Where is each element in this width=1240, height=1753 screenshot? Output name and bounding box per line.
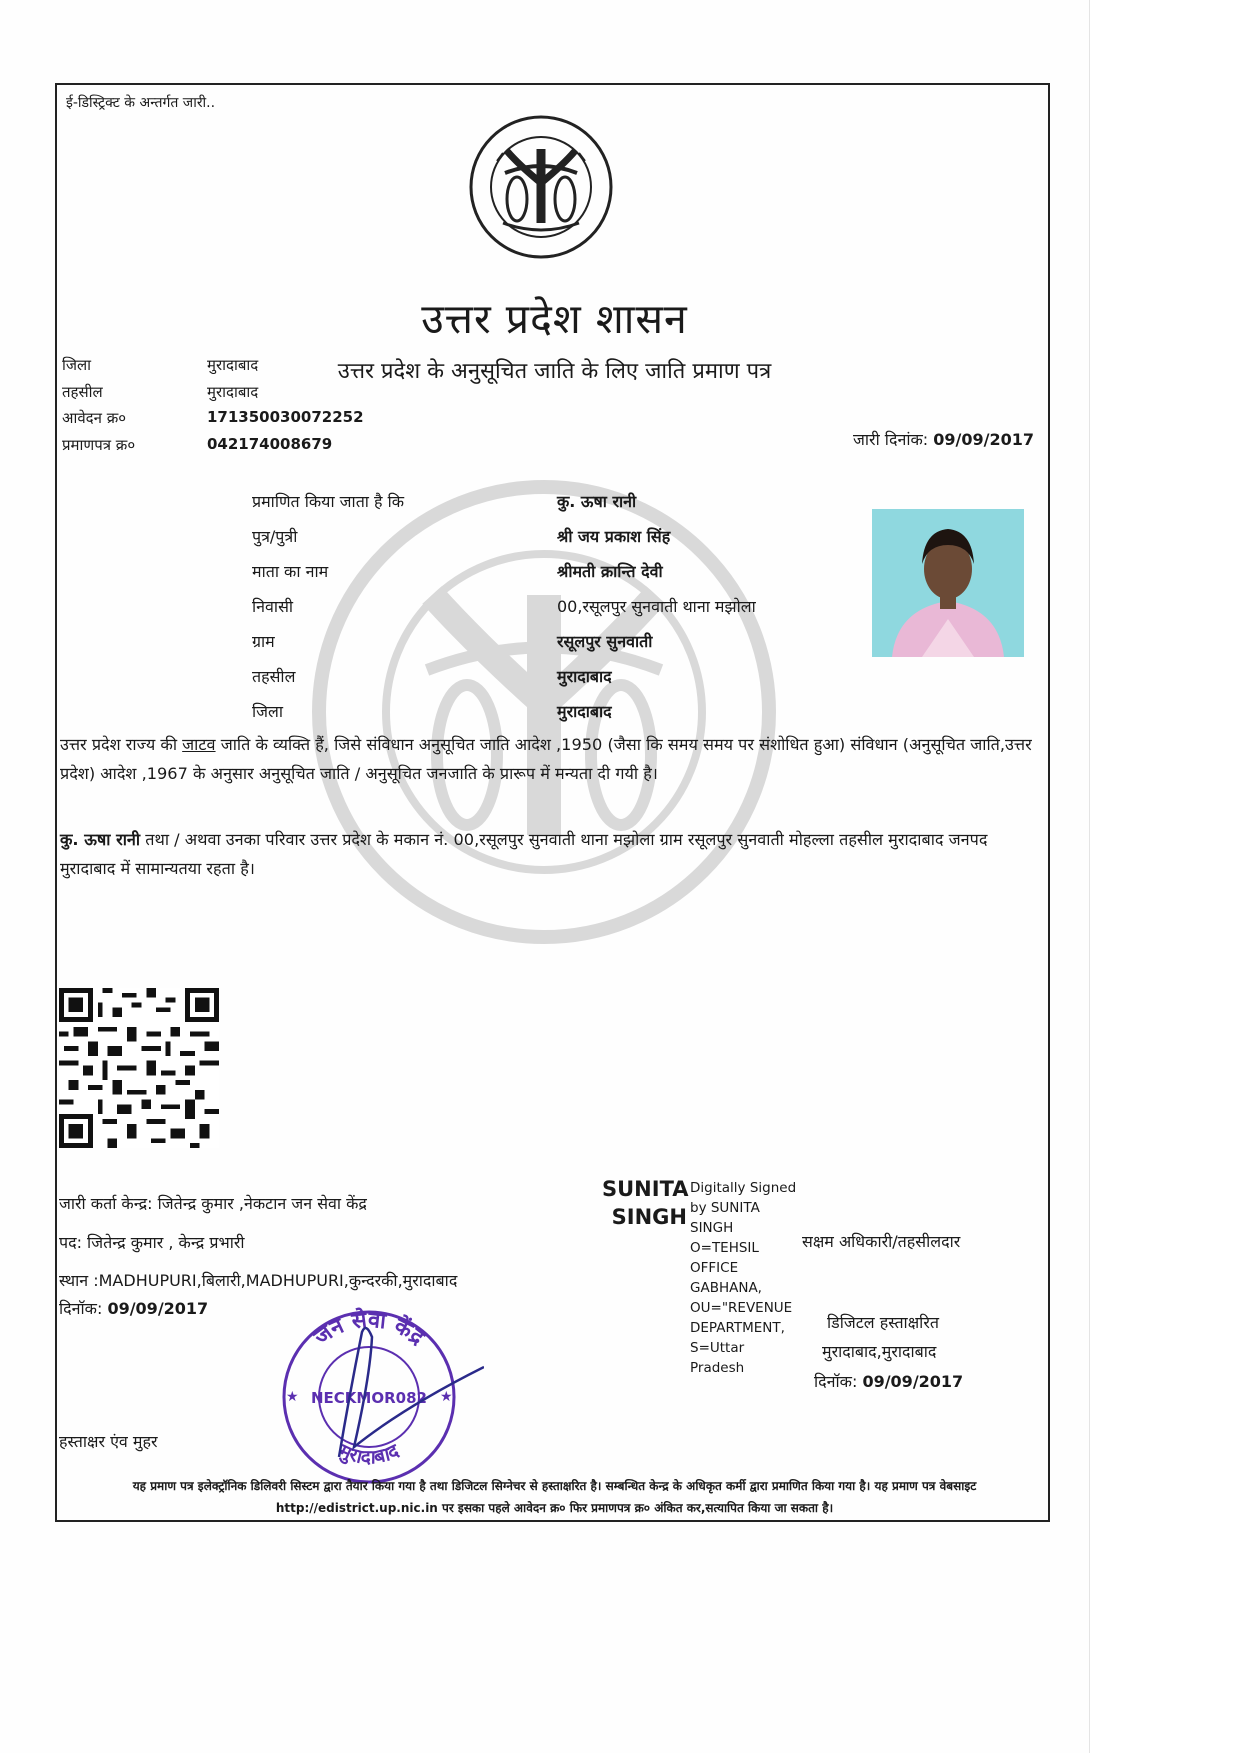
detail-district-label: जिला	[252, 702, 284, 721]
certificate-subtitle: उत्तर प्रदेश के अनुसूचित जाति के लिए जाति प्रमाण पत्र	[337, 359, 772, 384]
caste-paragraph-body: जाति के व्यक्ति हैं, जिसे संविधान अनुसूचित जाति आदेश ,1950 (जैसा कि समय समय पर संशोधित हुआ) संविधान (अनुसूचित जाति,उत्तर प्रदेश) आदेश ,1967 के अनुसार अनुसूचित जाति / अनुसूचित जनजाति के प्रारूप में मन्यता दी गयी है।	[60, 735, 1032, 783]
disclaimer-text: यह प्रमाण पत्र इलेक्ट्रॉनिक डिलिवरी सिस्टम द्वारा तैयार किया गया है तथा डिजिटल सिग्नेचर से हस्ताक्षरित है। सम्बन्धित केन्द्र के अधिकृत कर्मी द्वारा प्रमाणित किया गया है। यह प्रमाण पत्र वेबसाइट http://edistrict.up.nic.in पर इसका पहले आवेदन क्र० फिर प्रमाणपत्र क्र० अंकित कर,सत्यापित किया जा सकता है।	[132, 1479, 977, 1515]
detail-tehsil-value: मुरादाबाद	[557, 667, 612, 686]
certified-label: प्रमाणित किया जाता है कि	[252, 492, 405, 511]
issued-under-text: ई-डिस्ट्रिक्ट के अन्तर्गत जारी..	[66, 95, 216, 111]
parent-name: श्री जय प्रकाश सिंह	[557, 527, 671, 546]
meta-district-value: मुरादाबाद	[207, 356, 259, 374]
parent-label: पुत्र/पुत्री	[252, 527, 298, 546]
caste-paragraph-intro: उत्तर प्रदेश राज्य की	[60, 735, 183, 754]
caste-name: जाटव	[182, 735, 216, 754]
village-label: ग्राम	[252, 632, 275, 651]
issuing-centre: जारी कर्ता केन्द्र: जितेन्द्र कुमार ,नेकटान जन सेवा केंद्र	[59, 1194, 367, 1213]
competent-authority: सक्षम अधिकारी/तहसीलदार	[802, 1232, 961, 1251]
detail-district-value: मुरादाबाद	[557, 702, 612, 721]
village-value: रसूलपुर सुनवाती	[557, 632, 653, 651]
issue-date	[853, 428, 1034, 450]
issue-date-label: जारी दिनांक:	[853, 430, 929, 449]
mother-label: माता का नाम	[252, 562, 329, 581]
qr-code	[59, 988, 219, 1148]
signature-date-value: 09/09/2017	[862, 1372, 964, 1391]
issuing-date-label: दिनॉक:	[59, 1299, 103, 1318]
residence-paragraph-body: तथा / अथवा उनका परिवार उत्तर प्रदेश के मकान नं. 00,रसूलपुर सुनवाती थाना मझोला ग्राम रसूलपुर सुनवाती मोहल्ला तहसील मुरादाबाद जनपद मुरादाबाद में सामान्यतया रहता है।	[60, 830, 988, 878]
signature-seal-label: हस्ताक्षर एंव मुहर	[59, 1432, 158, 1451]
certified-name: कु. ऊषा रानी	[557, 492, 637, 511]
seal-stamp	[254, 1287, 484, 1497]
certificate-number-value: 042174008679	[207, 435, 333, 453]
issuing-place: स्थान :MADHUPURI,बिलारी,MADHUPURI,कुन्दरकी,मुरादाबाद	[59, 1271, 458, 1290]
up-government-emblem-icon	[467, 113, 615, 261]
certificate-number-label: प्रमाणपत्र क्र०	[62, 436, 136, 454]
resident-value: 00,रसूलपुर सुनवाती थाना मझोला	[557, 597, 756, 616]
residence-paragraph-name: कु. ऊषा रानी	[60, 830, 141, 849]
issuing-date	[59, 1297, 208, 1319]
government-title: उत्तर प्रदेश शासन	[421, 295, 688, 343]
svg-text:★: ★	[286, 1389, 299, 1405]
caste-paragraph	[60, 730, 1045, 788]
certificate-frame	[55, 83, 1050, 1522]
stamp-bottom-text: मुरादाबाद	[335, 1439, 403, 1469]
issue-date-value: 09/09/2017	[933, 430, 1034, 449]
applicant-photo	[872, 509, 1024, 657]
digitally-signed-label: डिजिटल हस्ताक्षरित	[827, 1313, 939, 1332]
signature-date	[814, 1370, 963, 1392]
issuing-post: पद: जितेन्द्र कुमार , केन्द्र प्रभारी	[59, 1233, 245, 1252]
meta-tehsil-value: मुरादाबाद	[207, 383, 259, 401]
meta-district-label: जिला	[62, 356, 92, 374]
stamp-top-text: जन सेवा केंद्र	[309, 1307, 429, 1351]
svg-text:★: ★	[440, 1389, 453, 1405]
stamp-center-text: NECKMOR082	[311, 1389, 427, 1407]
application-number-label: आवेदन क्र०	[62, 409, 127, 427]
application-number-value: 171350030072252	[207, 408, 364, 426]
signature-place: मुरादाबाद,मुरादाबाद	[822, 1342, 937, 1361]
resident-label: निवासी	[252, 597, 294, 616]
meta-tehsil-label: तहसील	[62, 383, 103, 401]
signature-date-label: दिनॉक:	[814, 1372, 858, 1391]
detail-tehsil-label: तहसील	[252, 667, 296, 686]
digital-signature-details: Digitally Signed by SUNITA SINGH O=TEHSIL OFFICE GABHANA, OU="REVENUE DEPARTMENT, S=Uttar Pradesh	[690, 1180, 797, 1376]
residence-paragraph	[60, 825, 1045, 883]
issuing-date-value: 09/09/2017	[107, 1299, 209, 1318]
signer-name: SUNITA SINGH	[602, 1177, 689, 1229]
mother-name: श्रीमती क्रान्ति देवी	[557, 562, 663, 581]
